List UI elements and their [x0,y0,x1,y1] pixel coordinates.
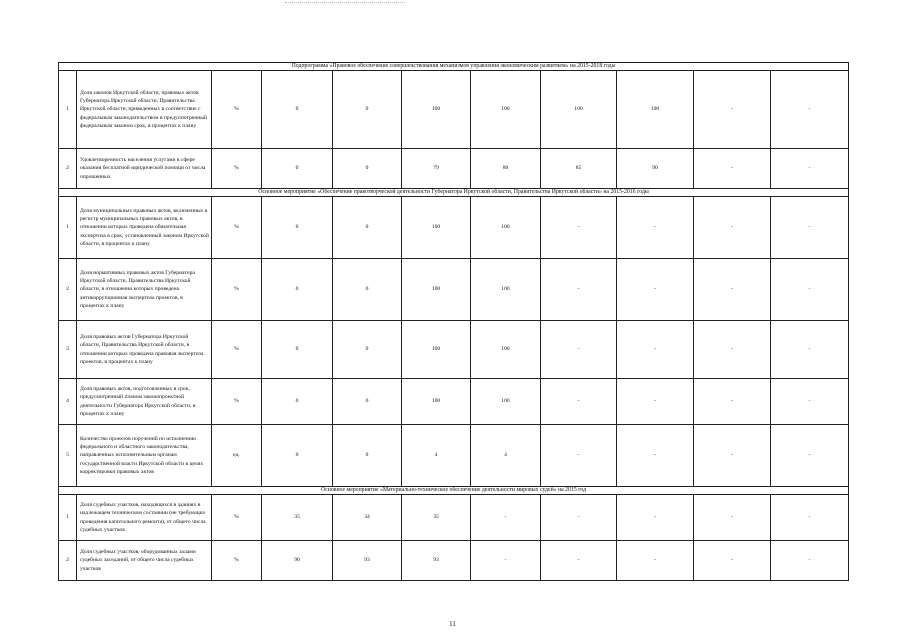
value-cell: - [771,379,849,425]
indicator-name: Доля правовых актов Губернатора Иркутской области, Правительства Иркутской области, в отношении которых проведена правовая экспертиза проектов, в процентах к плану [77,321,212,379]
value-cell: - [541,425,617,487]
row-number: 4 [59,379,77,425]
value-cell: - [771,149,849,189]
table-row [59,379,849,425]
value-cell: 100 [617,71,694,149]
value-cell: - [617,379,694,425]
value-cell: - [541,197,617,259]
value-cell: - [694,495,771,541]
value-cell: - [617,197,694,259]
value-cell: - [771,197,849,259]
indicator-name: Доля судебных участков, находящихся в зданиях в надлежащем техническом состоянии (не требующих проведения капитального ремонта), от общего числа судебных участков [77,495,212,541]
indicator-name: Доля законов Иркутской области, правовых актов Губернатора Иркутской области, Правительства Иркутской области, приведенных в соответствие с федеральным законодательством в предусмотренный федеральным законом срок, в процентах к плану [77,71,212,149]
row-number: 1 [59,495,77,541]
value-cell: - [694,541,771,581]
value-cell: 34 [333,495,402,541]
unit-cell: % [212,149,262,189]
unit-cell: % [212,495,262,541]
value-cell: 90 [617,149,694,189]
value-cell: 35 [262,495,333,541]
value-cell: - [617,259,694,321]
table-row [59,197,849,259]
indicator-name: Доля нормативных правовых актов Губернатора Иркутской области, Правительства Иркутской области, в отношении которых проведена антикоррупционная экспертиза проектов, в процентах к плану [77,259,212,321]
value-cell: 0 [262,259,333,321]
value-cell: 0 [262,379,333,425]
section-title: Основное мероприятие «Материально-техническое обеспечение деятельности мировых судей» на 2015 год [59,487,849,495]
value-cell: 0 [262,321,333,379]
value-cell: - [771,425,849,487]
value-cell: - [694,379,771,425]
value-cell: - [541,379,617,425]
value-cell: - [617,425,694,487]
row-number: 1 [59,71,77,149]
value-cell: 80 [471,149,541,189]
row-number: 2 [59,149,77,189]
value-cell: - [771,71,849,149]
unit-cell: % [212,71,262,149]
value-cell: - [694,197,771,259]
page-number: 11 [449,620,456,628]
value-cell: - [617,495,694,541]
section-header-row [59,63,849,71]
value-cell: 100 [471,379,541,425]
unit-cell: ед. [212,425,262,487]
value-cell: 0 [333,71,402,149]
indicator-name: Доля муниципальных правовых актов, включенных в регистр муниципальных правовых актов, в отношении которых проведена обязательная экспертиза в срок, установленный законом Иркутской области, в процентах к плану [77,197,212,259]
indicator-name: Удовлетворенность населения услугами в сфере оказания бесплатной юридической помощи от числа опрошенных [77,149,212,189]
row-number: 2 [59,541,77,581]
indicator-name: Доля правовых актов, подготовленных в срок, предусмотренный планом законопроектной деятельности Губернатора Иркутской области, в процентах к плану [77,379,212,425]
value-cell: 100 [471,259,541,321]
value-cell: - [771,259,849,321]
value-cell: 85 [541,149,617,189]
value-cell: - [694,425,771,487]
value-cell: - [617,321,694,379]
value-cell: 0 [333,149,402,189]
unit-cell: % [212,321,262,379]
value-cell: 100 [402,71,471,149]
value-cell: 0 [333,197,402,259]
row-number: 3 [59,321,77,379]
unit-cell: % [212,379,262,425]
section-header-row [59,487,849,495]
scan-artifact [285,2,405,3]
value-cell: 100 [471,71,541,149]
value-cell: - [471,495,541,541]
value-cell: 4 [402,425,471,487]
unit-cell: % [212,541,262,581]
value-cell: 4 [471,425,541,487]
value-cell: - [771,321,849,379]
table-row [59,71,849,149]
value-cell: - [541,321,617,379]
row-number: 1 [59,197,77,259]
value-cell: 0 [262,197,333,259]
unit-cell: % [212,259,262,321]
row-number: 5 [59,425,77,487]
value-cell: - [694,71,771,149]
value-cell: - [471,541,541,581]
value-cell: - [541,259,617,321]
indicators-table [58,62,849,581]
value-cell: 93 [402,541,471,581]
value-cell: 100 [402,197,471,259]
unit-cell: % [212,197,262,259]
value-cell: 100 [402,259,471,321]
value-cell: - [541,495,617,541]
value-cell: 0 [333,259,402,321]
value-cell: - [694,259,771,321]
indicator-name: Доля судебных участков, оборудованных залами судебных заседаний, от общего числа судебных участков [77,541,212,581]
value-cell: 35 [402,495,471,541]
section-header-row [59,189,849,197]
table-row [59,259,849,321]
table-row [59,541,849,581]
indicator-name: Количество проектов поручений по исполнению федерального и областного законодательства, направленных исполнительным органам государственной власти Иркутской области в целях корректировки правовых актов [77,425,212,487]
table-row [59,495,849,541]
row-number: 2 [59,259,77,321]
value-cell: - [617,541,694,581]
indicators-table-wrapper [58,62,848,581]
section-title: Основное мероприятие «Обеспечение правотворческой деятельности Губернатора Иркутской области, Правительства Иркутской области» на 2015-2016 годы [59,189,849,197]
value-cell: 93 [333,541,402,581]
value-cell: 0 [333,321,402,379]
value-cell: 79 [402,149,471,189]
table-row [59,425,849,487]
value-cell: 100 [471,197,541,259]
value-cell: 0 [262,425,333,487]
indicators-table-body [59,63,849,581]
table-row [59,149,849,189]
table-row [59,321,849,379]
value-cell: 0 [333,379,402,425]
value-cell: 100 [471,321,541,379]
value-cell: 0 [333,425,402,487]
value-cell: 100 [402,379,471,425]
value-cell: 100 [541,71,617,149]
section-title: Подпрограмма «Правовое обеспечение совершенствования механизмов управления экономическим развитием» на 2015-2018 годы [59,63,849,71]
value-cell: - [694,321,771,379]
value-cell: - [694,149,771,189]
value-cell: 0 [262,71,333,149]
value-cell: - [541,541,617,581]
value-cell: 100 [402,321,471,379]
value-cell: 0 [262,149,333,189]
value-cell: - [771,495,849,541]
value-cell: - [771,541,849,581]
value-cell: 90 [262,541,333,581]
